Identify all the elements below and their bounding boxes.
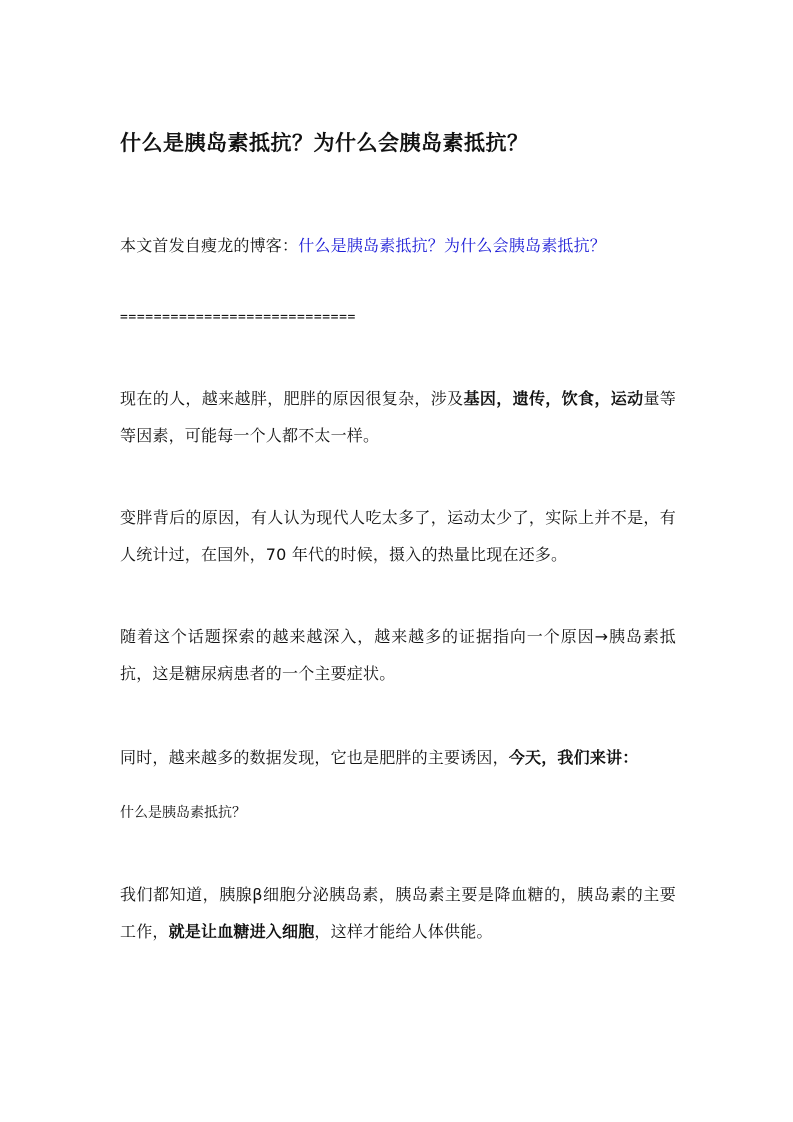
- paragraph-causes-bold: 基因，遗传，饮食，运动: [463, 389, 644, 408]
- paragraph-today-bold: 今天，我们来讲：: [508, 748, 639, 767]
- paragraph-research: [120, 618, 676, 692]
- paragraph-causes-text-2: 量等等因素，可能每一个人都不太一样。: [120, 389, 677, 445]
- page-title: 什么是胰岛素抵抗？为什么会胰岛素抵抗？: [120, 131, 529, 155]
- intro-prefix: 本文首发自瘦龙的博客：: [120, 236, 299, 255]
- paragraph-today: [120, 739, 676, 776]
- paragraph-research-text: 随着这个话题探索的越来越深入，越来越多的证据指向一个原因→胰岛素抵抗，这是糖尿病患者的一个主要症状。: [120, 627, 676, 683]
- blog-post-link[interactable]: 什么是胰岛素抵抗？为什么会胰岛素抵抗？: [298, 236, 607, 255]
- paragraph-insulin-bold: 就是让血糖进入细胞: [168, 922, 315, 941]
- paragraph-causes-text-1: 现在的人，越来越胖，肥胖的原因很复杂，涉及: [120, 389, 464, 408]
- paragraph-today-text: 同时，越来越多的数据发现，它也是肥胖的主要诱因，: [120, 748, 509, 767]
- separator-line: ============================: [120, 310, 356, 325]
- section-subheading: 什么是胰岛素抵抗？: [120, 805, 246, 821]
- intro-paragraph: [120, 227, 676, 264]
- paragraph-calories-text: 变胖背后的原因，有人认为现代人吃太多了，运动太少了，实际上并不是，有人统计过，在国外，70 年代的时候，摄入的热量比现在还多。: [120, 508, 676, 564]
- paragraph-insulin-text-1: 我们都知道，胰腺β细胞分泌胰岛素，胰岛素主要是降血糖的，胰岛素的主要工作，: [120, 885, 676, 941]
- paragraph-insulin-text-2: ，这样才能给人体供能。: [314, 922, 493, 941]
- paragraph-causes: [120, 380, 676, 454]
- paragraph-insulin: [120, 876, 676, 950]
- paragraph-calories: [120, 499, 676, 573]
